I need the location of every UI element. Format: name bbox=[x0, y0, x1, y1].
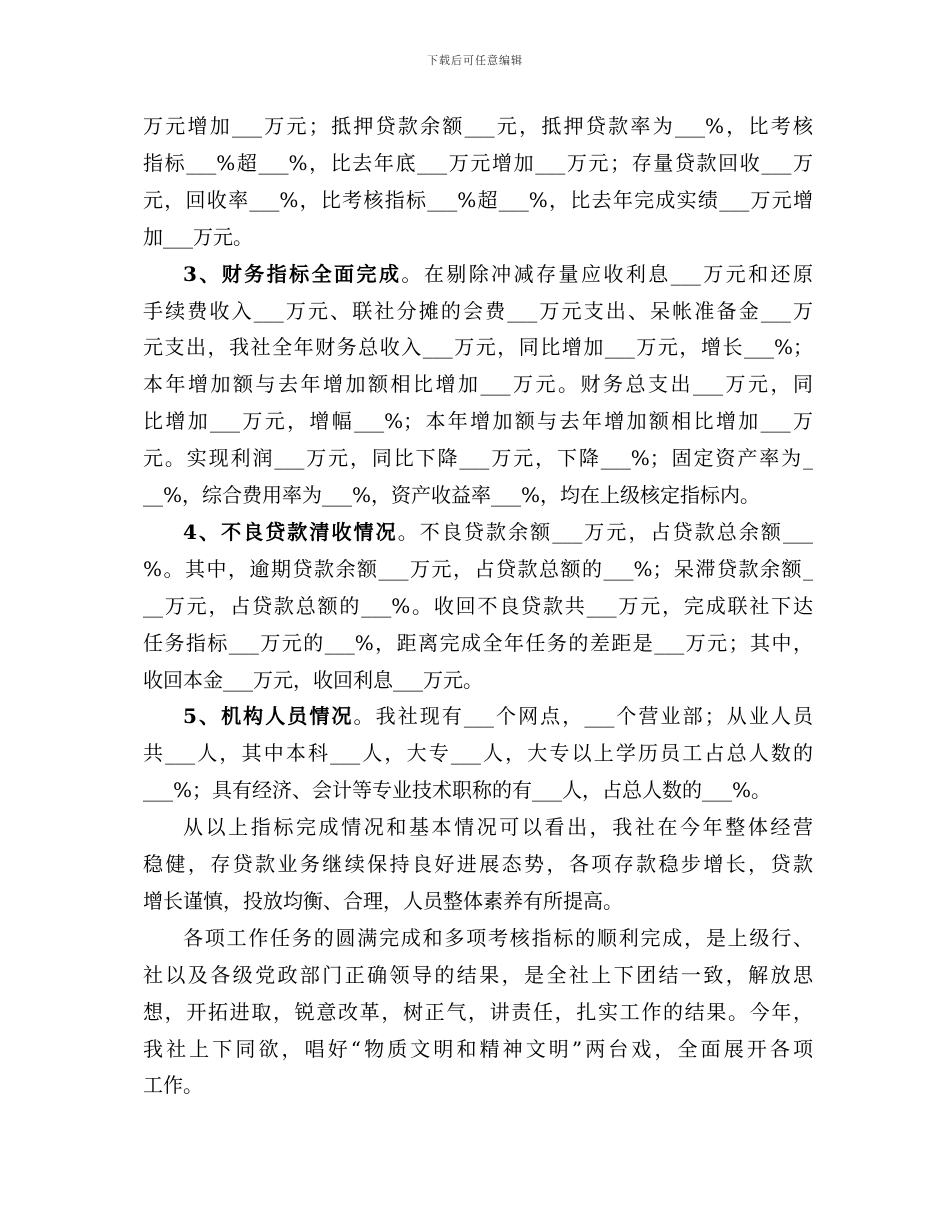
text-line bbox=[143, 846, 813, 882]
line-text: 手续费收入___万元、联社分摊的会费___万元支出、呆帐准备金___万 bbox=[143, 298, 813, 323]
text-line bbox=[183, 920, 813, 956]
text-line bbox=[143, 1067, 813, 1103]
line-text: 增长谨慎，投放均衡、合理，人员整体素养有所提高。 bbox=[143, 888, 623, 913]
line-text: 收回本金___万元，收回利息___万元。 bbox=[143, 667, 483, 692]
text-line bbox=[143, 182, 813, 218]
line-text: 从以上指标完成情况和基本情况可以看出，我社在今年整体经营 bbox=[183, 815, 813, 840]
text-line bbox=[143, 994, 813, 1030]
text-line bbox=[183, 514, 813, 550]
line-text: 任务指标___万元的___%，距离完成全年任务的差距是___万元；其中， bbox=[143, 630, 813, 655]
line-text: 稳健，存贷款业务继续保持良好进展态势，各项存款稳步增长，贷款 bbox=[143, 852, 813, 876]
line-text: 我社上下同欲，唱好“物质文明和精神文明”两台戏，全面展开各项 bbox=[143, 1036, 813, 1061]
text-line bbox=[143, 403, 813, 439]
line-text: ___%；具有经济、会计等专业技术职称的有___人，占总人数的___%。 bbox=[143, 778, 772, 803]
line-text: 共___人，其中本科___人，大专___人，大专以上学历员工占总人数的 bbox=[143, 741, 813, 766]
section-heading: 5、机构人员情况 bbox=[183, 704, 354, 729]
text-line bbox=[183, 698, 813, 734]
text-line bbox=[143, 145, 813, 181]
line-text: 。在剔除冲减存量应收利息___万元和还原 bbox=[401, 261, 813, 286]
line-text: 元。实现利润___万元，同比下降___万元，下降___%；固定资产率为_ bbox=[143, 446, 813, 471]
line-text: 工作。 bbox=[143, 1073, 203, 1098]
line-text: 本年增加额与去年增加额相比增加___万元。财务总支出___万元，同 bbox=[143, 372, 813, 397]
text-line bbox=[143, 551, 813, 587]
text-line bbox=[183, 809, 813, 845]
line-text: 万元增加___万元；抵押贷款余额___元，抵押贷款率为___%，比考核 bbox=[143, 114, 813, 138]
text-line bbox=[143, 108, 813, 144]
line-text: 元支出，我社全年财务总收入___万元，同比增加___万元，增长___%； bbox=[143, 335, 813, 360]
line-text: 加___万元。 bbox=[143, 224, 253, 249]
text-line bbox=[143, 662, 813, 698]
text-line bbox=[143, 735, 813, 771]
line-text: __万元，占贷款总额的___%。收回不良贷款共___万元，完成联社下达 bbox=[143, 593, 813, 618]
text-line bbox=[143, 588, 813, 624]
text-line bbox=[143, 625, 813, 661]
line-text: 。我社现有___个网点，___个营业部；从业人员 bbox=[353, 704, 814, 729]
line-text: 。不良贷款余额___万元，占贷款总余额___ bbox=[397, 519, 813, 544]
text-line bbox=[143, 957, 813, 993]
text-line bbox=[143, 293, 813, 329]
line-text: 元，回收率___%，比考核指标___%超___%，比去年完成实绩___万元增 bbox=[143, 187, 813, 212]
text-line bbox=[143, 440, 813, 476]
line-text: %。其中，逾期贷款余额___万元，占贷款总额的___%；呆滞贷款余额_ bbox=[143, 556, 813, 581]
line-text: 想，开拓进取，锐意改革，树正气，讲责任，扎实工作的结果。今年， bbox=[143, 999, 813, 1024]
line-text: 比增加___万元，增幅___%；本年增加额与去年增加额相比增加___万 bbox=[143, 409, 813, 434]
text-line bbox=[143, 329, 813, 365]
text-line bbox=[143, 477, 813, 513]
line-text: __%，综合费用率为___%，资产收益率___%，均在上级核定指标内。 bbox=[143, 483, 761, 507]
section-heading: 3、财务指标全面完成 bbox=[183, 261, 402, 286]
text-line bbox=[143, 219, 813, 255]
text-line bbox=[143, 366, 813, 402]
text-line bbox=[143, 1031, 813, 1067]
section-heading: 4、不良贷款清收情况 bbox=[183, 519, 398, 544]
line-text: 指标___%超___%，比去年底___万元增加___万元；存量贷款回收___万 bbox=[143, 150, 813, 175]
page-header: 下载后可任意编辑 bbox=[427, 54, 523, 67]
line-text: 社以及各级党政部门正确领导的结果，是全社上下团结一致，解放思 bbox=[143, 962, 813, 987]
line-text: 各项工作任务的圆满完成和多项考核指标的顺利完成，是上级行、 bbox=[183, 925, 813, 950]
text-line bbox=[143, 772, 813, 808]
text-line bbox=[143, 883, 813, 919]
text-line bbox=[183, 256, 813, 292]
